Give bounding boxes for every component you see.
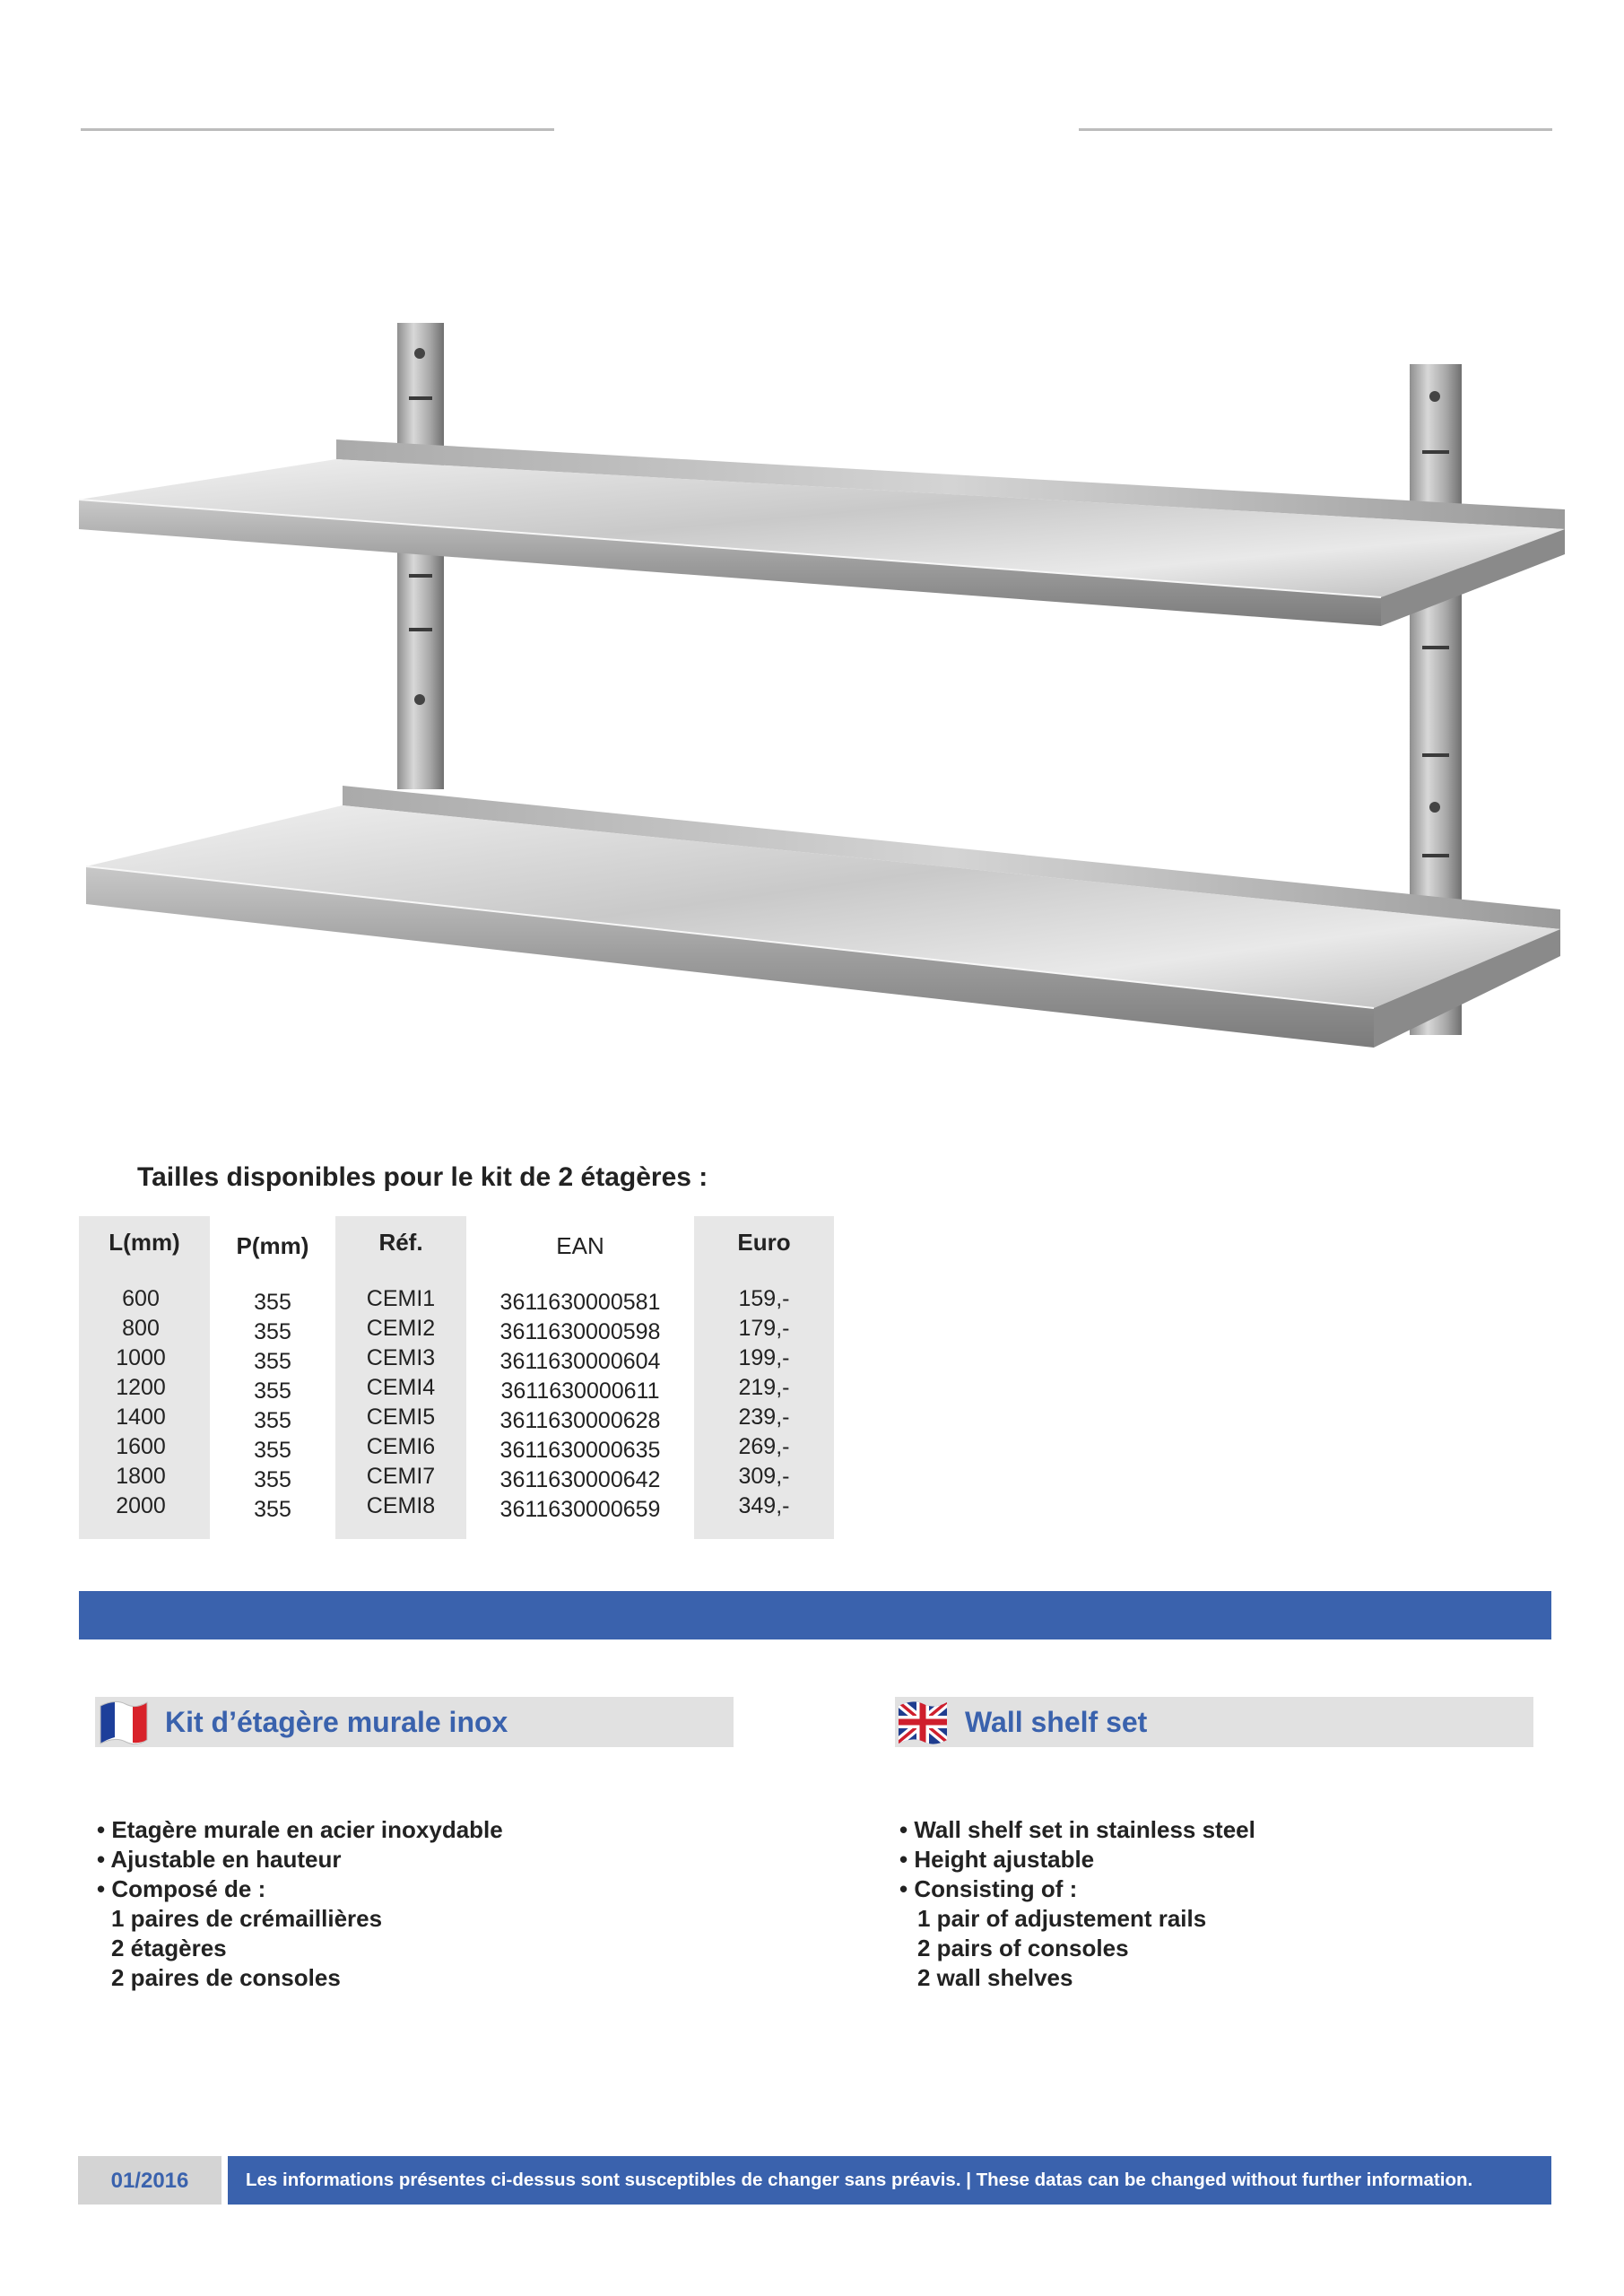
- list-item: • Ajustable en hauteur: [97, 1846, 342, 1873]
- list-item: • Wall shelf set in stainless steel: [899, 1816, 1255, 1843]
- table-cell: 355: [254, 1378, 291, 1404]
- table-cell: 355: [254, 1319, 291, 1344]
- table-cell: 309,-: [738, 1464, 790, 1489]
- table-cell: 1200: [116, 1375, 166, 1400]
- english-section-header: [895, 1697, 1533, 1747]
- column-values: [72, 1284, 210, 1521]
- column-header: Euro: [737, 1229, 791, 1256]
- table-cell: 3611630000659: [499, 1497, 661, 1522]
- list-item: 1 paires de crémaillières: [111, 1905, 383, 1932]
- footer-note-box: [228, 2156, 1551, 2205]
- table-cell: CEMI6: [366, 1434, 436, 1459]
- table-cell: 1000: [116, 1345, 166, 1370]
- column-header: P(mm): [236, 1232, 309, 1259]
- header-rule-right: [1079, 128, 1552, 131]
- list-item: • Consisting of :: [899, 1875, 1078, 1902]
- table-cell: 3611630000635: [499, 1438, 661, 1463]
- column-values: [466, 1288, 694, 1525]
- list-item: 2 wall shelves: [917, 1964, 1073, 1991]
- column-header: Réf.: [378, 1229, 423, 1256]
- table-cell: 199,-: [738, 1345, 790, 1370]
- france-flag-icon: [97, 1697, 149, 1747]
- table-cell: 3611630000598: [499, 1319, 661, 1344]
- list-item: 2 pairs of consoles: [917, 1935, 1129, 1961]
- table-cell: 3611630000611: [500, 1378, 660, 1404]
- table-cell: 179,-: [738, 1316, 790, 1341]
- table-cell: 1800: [116, 1464, 166, 1489]
- table-cell: 269,-: [738, 1434, 790, 1459]
- footer-disclaimer: Les informations présentes ci-dessus sont susceptibles de changer sans préavis. | These datas can be changed without further information.: [246, 2170, 1473, 2190]
- table-cell: CEMI2: [366, 1316, 436, 1341]
- list-item: • Etagère murale en acier inoxydable: [97, 1816, 503, 1843]
- table-cell: 3611630000604: [499, 1349, 661, 1374]
- left-rail: [397, 323, 444, 789]
- table-cell: CEMI4: [366, 1375, 436, 1400]
- list-item: 1 pair of adjustement rails: [917, 1905, 1207, 1932]
- column-values: [694, 1284, 834, 1521]
- table-cell: 355: [254, 1438, 291, 1463]
- column-values: [335, 1284, 466, 1521]
- table-cell: 239,-: [738, 1405, 790, 1430]
- table-cell: CEMI5: [366, 1405, 436, 1430]
- table-cell: 3611630000642: [499, 1467, 661, 1492]
- french-section-header: [95, 1697, 734, 1747]
- column-ean: [466, 1216, 694, 1539]
- list-item: 2 étagères: [111, 1935, 227, 1961]
- table-cell: 355: [254, 1408, 291, 1433]
- table-cell: 600: [122, 1286, 160, 1311]
- table-cell: CEMI8: [366, 1493, 436, 1518]
- french-feature-list: [97, 1815, 503, 1993]
- table-cell: 1600: [116, 1434, 166, 1459]
- column-values: [210, 1288, 335, 1525]
- column-header: L(mm): [109, 1229, 180, 1256]
- footer-date-box: [78, 2156, 221, 2205]
- table-cell: 349,-: [738, 1493, 790, 1518]
- table-cell: CEMI3: [366, 1345, 436, 1370]
- column-depth: [210, 1216, 335, 1539]
- table-cell: 355: [254, 1467, 291, 1492]
- table-cell: CEMI7: [366, 1464, 436, 1489]
- uk-flag-icon: [897, 1697, 949, 1747]
- footer-date: 01/2016: [110, 2169, 189, 2193]
- column-header: EAN: [556, 1232, 604, 1259]
- table-cell: 3611630000628: [499, 1408, 661, 1433]
- table-cell: CEMI1: [366, 1286, 436, 1311]
- english-section-title: Wall shelf set: [965, 1706, 1148, 1738]
- french-section-title: Kit d’étagère murale inox: [165, 1706, 508, 1738]
- table-cell: 159,-: [738, 1286, 790, 1311]
- list-item: 2 paires de consoles: [111, 1964, 341, 1991]
- table-cell: 3611630000581: [499, 1290, 661, 1315]
- header-rule-left: [81, 128, 554, 131]
- column-length: [79, 1216, 210, 1539]
- english-feature-list: [899, 1815, 1255, 1993]
- table-cell: 2000: [116, 1493, 166, 1518]
- list-item: • Composé de :: [97, 1875, 266, 1902]
- divider-band: [79, 1591, 1551, 1639]
- table-cell: 355: [254, 1349, 291, 1374]
- upper-shelf: [79, 439, 1565, 626]
- product-image: [72, 323, 1578, 1103]
- table-cell: 1400: [116, 1405, 166, 1430]
- list-item: • Height ajustable: [899, 1846, 1095, 1873]
- column-price: [694, 1216, 834, 1539]
- table-cell: 355: [254, 1290, 291, 1315]
- table-cell: 219,-: [738, 1375, 790, 1400]
- table-cell: 355: [254, 1497, 291, 1522]
- sizes-table: [79, 1216, 834, 1539]
- lower-shelf: [86, 786, 1560, 1048]
- table-cell: 800: [122, 1316, 160, 1341]
- table-title: Tailles disponibles pour le kit de 2 étagères :: [137, 1162, 708, 1192]
- column-reference: [335, 1216, 466, 1539]
